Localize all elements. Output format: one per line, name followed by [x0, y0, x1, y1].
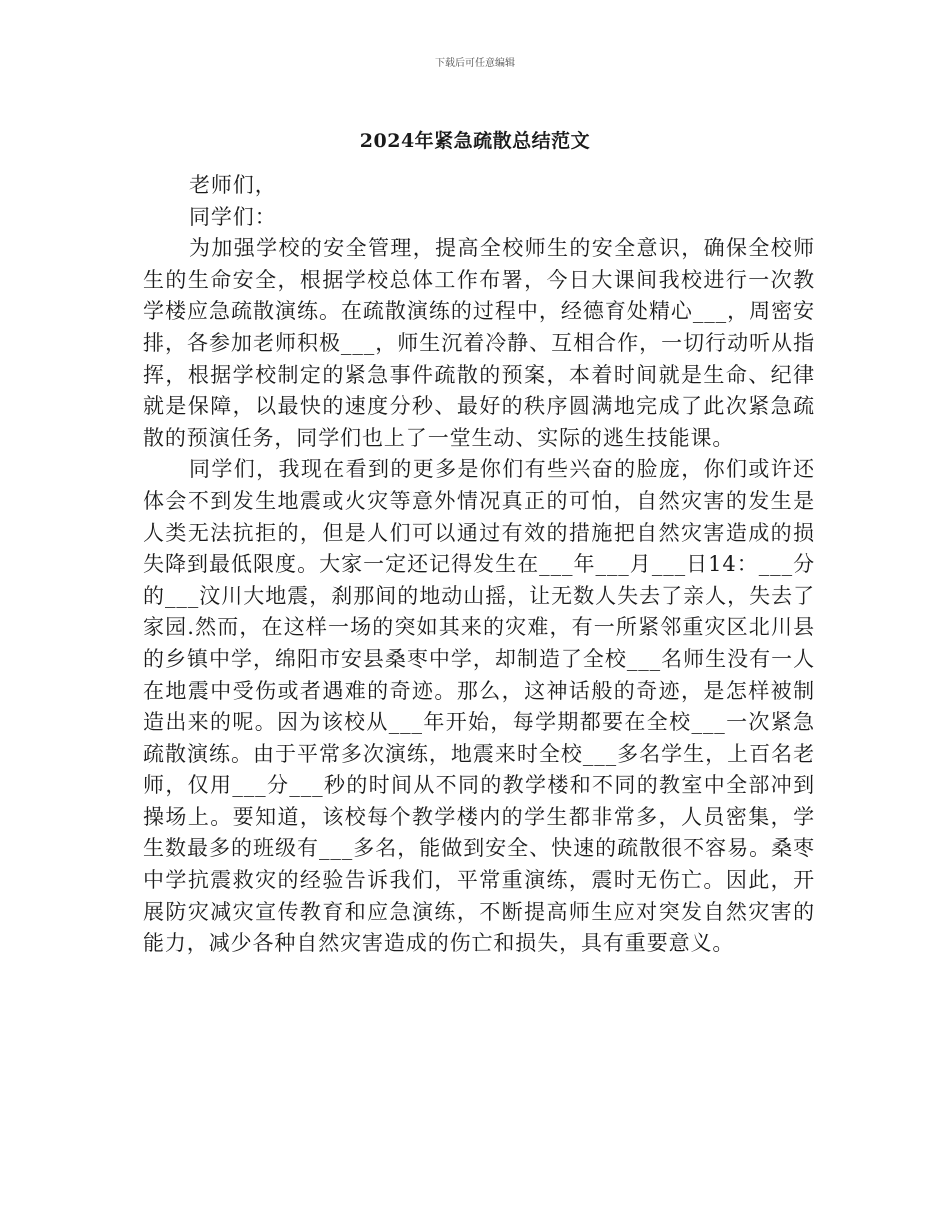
- page-header-note: 下载后可任意编辑: [435, 58, 515, 69]
- salutation-students: 同学们：: [189, 204, 277, 229]
- paragraph-earthquake-lesson: 同学们，我现在看到的更多是你们有些兴奋的脸庞，你们或许还体会不到发生地震或火灾等意外情况真正的可怕，自然灾害的发生是人类无法抗拒的，但是人们可以通过有效的措施把自然灾害造成的损失降到最低限度。大家一定还记得发生在___年___月___日14：___分的___汶川大地震，刹那间的地动山摇，让无数人失去了亲人，失去了家园.然而，在这样一场的突如其来的灾难，有一所紧邻重灾区北川县的乡镇中学，绵阳市安县桑枣中学，却制造了全校___名师生没有一人在地震中受伤或者遇难的奇迹。那么，这神话般的奇迹，是怎样被制造出来的呢。因为该校从___年开始，每学期都要在全校___一次紧急疏散演练。由于平常多次演练，地震来时全校___多名学生，上百名老师，仅用___分___秒的时间从不同的教学楼和不同的教室中全部冲到操场上。要知道，该校每个教学楼内的学生都非常多，人员密集，学生数最多的班级有___多名，能做到安全、快速的疏散很不容易。桑枣中学抗震救灾的经验告诉我们，平常重演练，震时无伤亡。因此，开展防灾减灾宣传教育和应急演练，不断提高师生应对突发自然灾害的能力，减少各种自然灾害造成的伤亡和损失，具有重要意义。: [143, 457, 815, 956]
- salutation-teachers: 老师们，: [189, 173, 277, 197]
- document-body: [143, 170, 815, 960]
- paragraph-drill-summary: 为加强学校的安全管理，提高全校师生的安全意识，确保全校师生的生命安全，根据学校总体工作布署，今日大课间我校进行一次教学楼应急疏散演练。在疏散演练的过程中，经德育处精心___，周密安排，各参加老师积极___，师生沉着冷静、互相合作，一切行动听从指挥，根据学校制定的紧急事件疏散的预案，本着时间就是生命、纪律就是保障，以最快的速度分秒、最好的秩序圆满地完成了此次紧急疏散的预演任务，同学们也上了一堂生动、实际的逃生技能课。: [143, 236, 815, 450]
- document-title: 2024年紧急疏散总结范文: [359, 130, 591, 152]
